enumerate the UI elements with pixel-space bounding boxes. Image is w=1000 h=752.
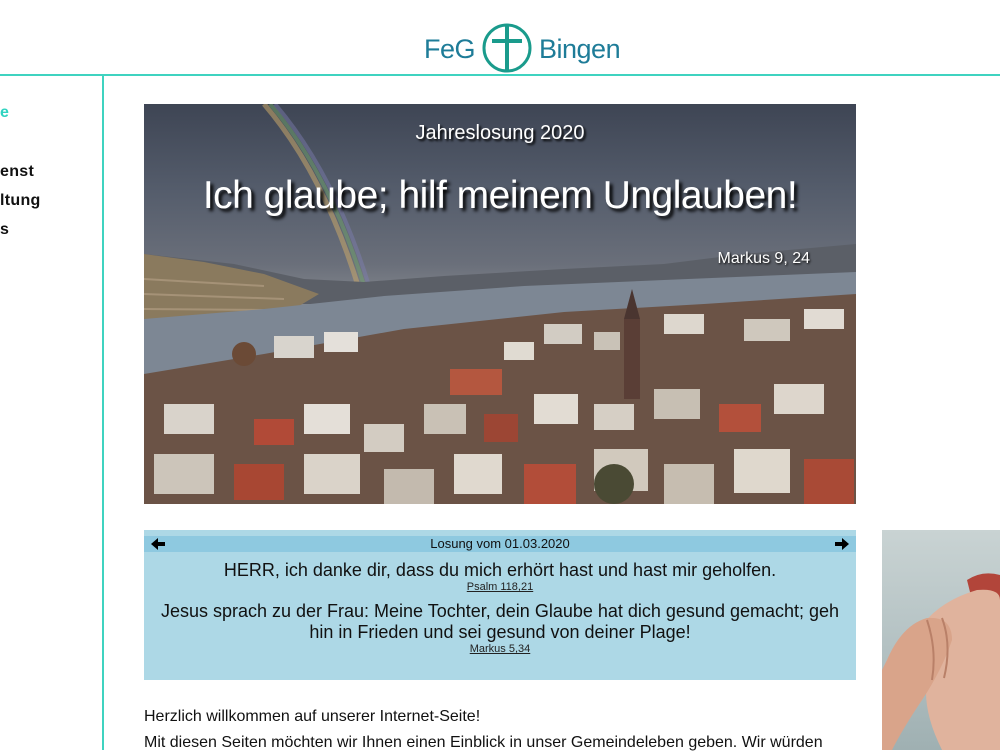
losung-box [144, 530, 856, 680]
losung-date: Losung vom 01.03.2020 [430, 536, 570, 551]
sidebar-item-veranstaltung[interactable]: ltung [0, 192, 41, 209]
hero-subtitle: Jahreslosung 2020 [415, 122, 585, 144]
losung-ref-2-wrap [144, 643, 856, 655]
welcome-text: Mit diesen Seiten möchten wir Ihnen einen Einblick in unser Gemeindeleben geben. Wir würden [144, 734, 823, 751]
hands-image [882, 530, 1000, 750]
losung-verse-1: HERR, ich danke dir, dass du mich erhört hast und hast mir geholfen. [223, 560, 777, 580]
side-photo-hands [882, 530, 1000, 750]
sidebar-item-other[interactable]: s [0, 221, 10, 238]
hero-banner [144, 104, 856, 504]
logo-text-left: FeG [424, 34, 476, 64]
site-header [0, 0, 1000, 76]
hero-reference: Markus 9, 24 [717, 250, 810, 267]
losung-ref-2-link[interactable]: Markus 5,34 [469, 643, 531, 655]
losung-ref-1-link[interactable]: Psalm 118,21 [466, 581, 534, 593]
sidebar-item-home[interactable]: e [0, 104, 10, 121]
losung-header-bar [144, 536, 856, 552]
losung-verse-2: Jesus sprach zu der Frau: Meine Tochter, dein Glaube hat dich gesund gemacht; geh hin in Frieden und sei gesund von deiner Plage! [160, 601, 840, 642]
sidebar-item-gottesdienst[interactable]: enst [0, 163, 35, 180]
logo-text-right: Bingen [539, 34, 621, 64]
hero-landscape-image [144, 104, 856, 504]
hero-title: Ich glaube; hilf meinem Unglauben! [202, 174, 798, 217]
site-logo[interactable] [424, 22, 620, 74]
sidebar-nav [0, 76, 104, 750]
arrow-right-icon[interactable] [833, 535, 851, 553]
welcome-heading: Herzlich willkommen auf unserer Internet-Seite! [144, 708, 481, 725]
cross-icon [481, 22, 533, 74]
losung-ref-1-wrap [144, 581, 856, 593]
